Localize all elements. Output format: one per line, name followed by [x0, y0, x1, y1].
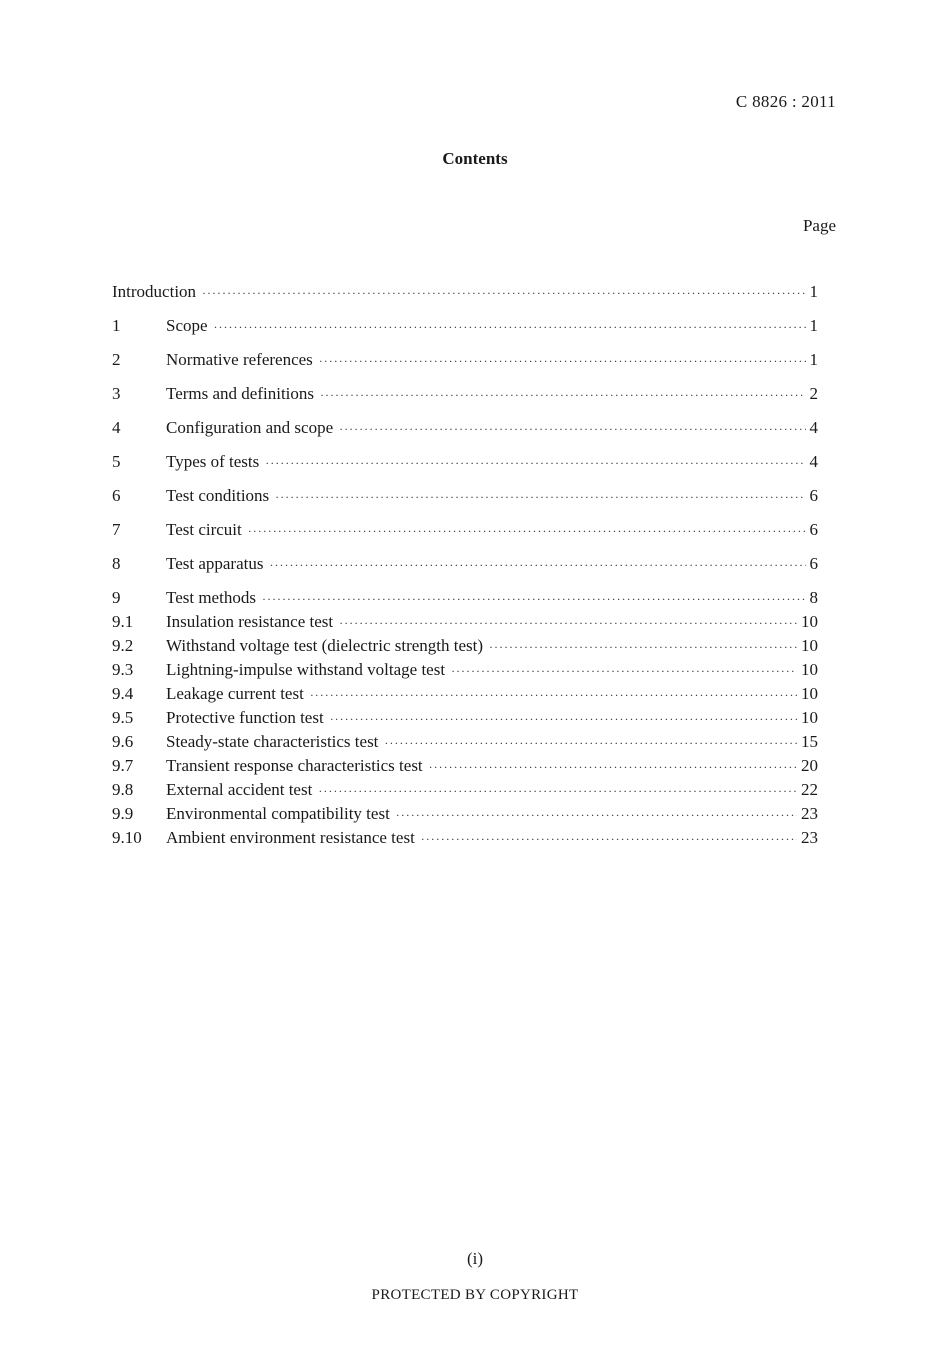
toc-entry-label: Test circuit — [166, 520, 242, 539]
toc-entry-page: 10 — [801, 612, 818, 631]
toc-entry-page: 4 — [809, 452, 818, 471]
toc-entry[interactable] — [112, 586, 818, 610]
dot-leader — [202, 281, 805, 305]
toc-entry-number: 7 — [112, 520, 121, 539]
toc-entry-page: 1 — [809, 350, 818, 369]
toc-entry-number: 9.8 — [112, 780, 134, 799]
toc-entry-page: 2 — [809, 384, 818, 403]
dot-leader — [275, 485, 805, 509]
table-of-contents — [112, 280, 818, 850]
toc-entry-number: 6 — [112, 486, 121, 505]
toc-entry-page: 10 — [801, 684, 818, 703]
toc-entry-label: Insulation resistance test — [166, 612, 334, 631]
dot-leader — [396, 803, 797, 827]
toc-entry[interactable] — [112, 610, 818, 634]
toc-entry[interactable] — [112, 518, 818, 542]
toc-entry[interactable] — [112, 826, 818, 850]
toc-entry[interactable] — [112, 450, 818, 474]
toc-entry-label: Normative references — [166, 350, 313, 369]
toc-entry[interactable] — [112, 754, 818, 778]
toc-entry-number: 2 — [112, 350, 121, 369]
toc-entry-label: Scope — [166, 316, 208, 335]
toc-entry-number: 9.6 — [112, 732, 134, 751]
toc-entry-label: Test conditions — [166, 486, 270, 505]
toc-entry-number: 9.10 — [112, 828, 142, 847]
toc-entry[interactable] — [112, 658, 818, 682]
toc-entry-label: Protective function test — [166, 708, 324, 727]
dot-leader — [330, 707, 797, 731]
toc-entry-number: 9 — [112, 588, 121, 607]
toc-entry[interactable] — [112, 552, 818, 576]
dot-leader — [451, 659, 797, 683]
toc-entry-page: 20 — [801, 756, 818, 775]
toc-entry-page: 6 — [809, 486, 818, 505]
standard-code: C 8826 : 2011 — [735, 92, 836, 111]
toc-entry[interactable] — [112, 348, 818, 372]
dot-leader — [265, 451, 805, 475]
toc-entry-page: 10 — [801, 708, 818, 727]
toc-entry-page: 23 — [801, 828, 818, 847]
toc-entry-number: 3 — [112, 384, 121, 403]
toc-entry-page: 6 — [809, 520, 818, 539]
toc-entry-label: Steady-state characteristics test — [166, 732, 379, 751]
dot-leader — [421, 827, 797, 851]
dot-leader — [318, 779, 797, 803]
toc-entry-page: 8 — [809, 588, 818, 607]
toc-entry[interactable] — [112, 416, 818, 440]
toc-entry-label: Test apparatus — [166, 554, 264, 573]
dot-leader — [320, 383, 805, 407]
toc-entry[interactable] — [112, 382, 818, 406]
toc-entry-number: 8 — [112, 554, 121, 573]
dot-leader — [339, 417, 805, 441]
footer-page-number: (i) — [466, 1249, 484, 1268]
toc-entry[interactable] — [112, 484, 818, 508]
dot-leader — [339, 611, 797, 635]
toc-entry-label: Ambient environment resistance test — [166, 828, 415, 847]
toc-entry[interactable] — [112, 634, 818, 658]
toc-entry-label: Terms and definitions — [166, 384, 315, 403]
toc-entry-label: Configuration and scope — [166, 418, 334, 437]
toc-entry-label: Environmental compatibility test — [166, 804, 390, 823]
copyright-notice: PROTECTED BY COPYRIGHT — [371, 1287, 579, 1303]
dot-leader — [429, 755, 797, 779]
page-column-label: Page — [802, 216, 836, 235]
toc-entry-page: 6 — [809, 554, 818, 573]
toc-entry-page: 10 — [801, 660, 818, 679]
dot-leader — [489, 635, 797, 659]
page-title: Contents — [442, 149, 508, 168]
toc-entry-label: External accident test — [166, 780, 313, 799]
toc-entry-page: 15 — [801, 732, 818, 751]
toc-entry-page: 4 — [809, 418, 818, 437]
toc-entry-number: 9.2 — [112, 636, 134, 655]
toc-entry-number: 9.4 — [112, 684, 134, 703]
toc-entry[interactable] — [112, 706, 818, 730]
toc-entry[interactable] — [112, 314, 818, 338]
toc-entry-number: 9.7 — [112, 756, 134, 775]
toc-entry-label: Introduction — [112, 282, 197, 301]
toc-entry-page: 10 — [801, 636, 818, 655]
toc-entry-label: Test methods — [166, 588, 256, 607]
toc-entry-page: 1 — [809, 282, 818, 301]
toc-entry[interactable] — [112, 280, 818, 304]
toc-entry-number: 9.9 — [112, 804, 134, 823]
toc-entry-number: 4 — [112, 418, 121, 437]
toc-entry-page: 22 — [801, 780, 818, 799]
dot-leader — [262, 587, 806, 611]
toc-entry-number: 9.5 — [112, 708, 134, 727]
toc-entry-page: 23 — [801, 804, 818, 823]
dot-leader — [319, 349, 806, 373]
toc-entry-label: Transient response characteristics test — [166, 756, 423, 775]
toc-entry-label: Types of tests — [166, 452, 260, 471]
toc-entry-number: 1 — [112, 316, 121, 335]
toc-entry[interactable] — [112, 730, 818, 754]
toc-entry-label: Lightning-impulse withstand voltage test — [166, 660, 446, 679]
dot-leader — [214, 315, 806, 339]
toc-entry-number: 9.3 — [112, 660, 134, 679]
toc-entry-number: 9.1 — [112, 612, 134, 631]
dot-leader — [269, 553, 805, 577]
toc-entry[interactable] — [112, 778, 818, 802]
toc-entry-number: 5 — [112, 452, 121, 471]
dot-leader — [248, 519, 806, 543]
dot-leader — [310, 683, 797, 707]
dot-leader — [384, 731, 797, 755]
toc-entry[interactable] — [112, 802, 818, 826]
toc-entry-page: 1 — [809, 316, 818, 335]
toc-entry[interactable] — [112, 682, 818, 706]
toc-entry-label: Leakage current test — [166, 684, 304, 703]
toc-entry-label: Withstand voltage test (dielectric strength test) — [166, 636, 484, 655]
